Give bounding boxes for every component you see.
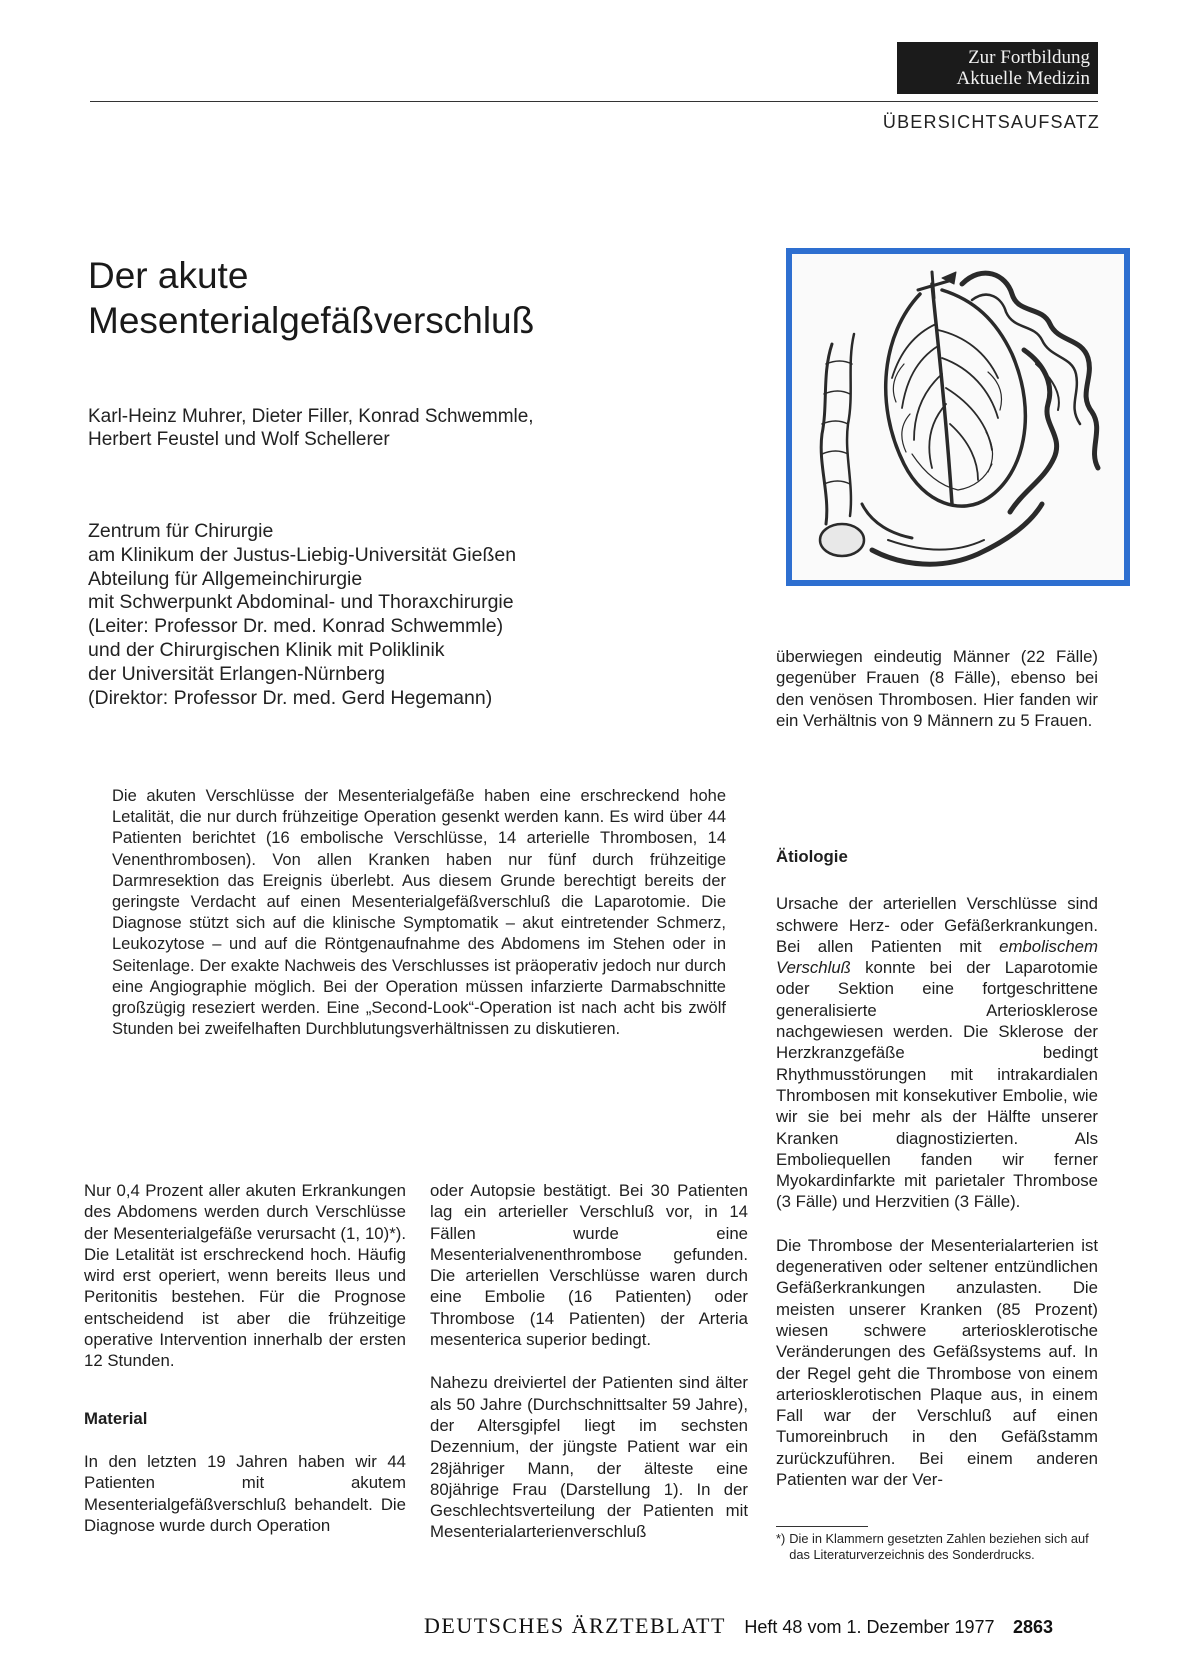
journal-name: DEUTSCHES ÄRZTEBLATT: [424, 1613, 726, 1638]
section-heading-material: Material: [84, 1408, 148, 1428]
text-run: konnte bei der Laparotomie oder Sektion eine fortgeschrittene generalisierte Arteriosklerose nachgewiesen werden. Die Sklerose der Herzkranzgefäße bedingt Rhythmusstörungen mit intrakardialen Thrombosen mit konsekutiver Embolie, wie wir sie bei mehr als der Hälfte unserer Kranken diagnostizierten. Als Emboliequellen fanden wir ferner Myokardinfarkte mit parietaler Thrombose (3 Fälle) und Herzvitien (3 Fälle).: [776, 958, 1098, 1212]
affiliation-line: Abteilung für Allgemeinchirurgie: [88, 567, 363, 590]
issue-info: Heft 48 vom 1. Dezember 1977: [744, 1617, 995, 1637]
cover-illustration: [786, 248, 1130, 586]
body-column-right-top: [776, 646, 1098, 753]
affiliation-line: der Universität Erlangen-Nürnberg: [88, 662, 385, 685]
body-paragraph: [776, 893, 1098, 1212]
title-line-1: Der akute: [88, 255, 249, 296]
body-column-right: [776, 846, 1098, 1512]
text-run: Ursache der arteriellen Verschlüsse sind schwere Herz- oder Gefäßerkrankungen. Bei allen Patienten mit: [776, 894, 1098, 956]
body-paragraph: überwiegen eindeutig Männer (22 Fälle) gegenüber Frauen (8 Fälle), ebenso bei den venösen Thrombosen. Hier fanden wir ein Verhältnis von 9 Männern zu 5 Frauen.: [776, 647, 1098, 730]
badge-line-2: Aktuelle Medizin: [956, 68, 1090, 89]
affiliation-line: mit Schwerpunkt Abdominal- und Thoraxchirurgie: [88, 591, 514, 614]
header-rule: [90, 101, 1098, 102]
body-paragraph: Nahezu dreiviertel der Patienten sind älter als 50 Jahre (Durchschnittsalter 59 Jahre), der Altersgipfel liegt im sechsten Dezennium, der jüngste Patient war ein 28jähriger Mann, der älteste eine 80jährige Frau (Darstellung 1). In der Geschlechtsverteilung der Patienten mit Mesenterialarterienverschluß: [430, 1373, 748, 1542]
article-type-label: ÜBERSICHTSAUFSATZ: [882, 112, 1100, 132]
footnote-marker: *): [776, 1531, 786, 1546]
page-number: 2863: [1013, 1617, 1054, 1637]
affiliation-line: (Direktor: Professor Dr. med. Gerd Hegemann): [88, 686, 493, 709]
author-list: [88, 405, 534, 451]
article-title: [88, 253, 534, 343]
section-heading-aetiologie: Ätiologie: [776, 847, 848, 866]
body-paragraph: oder Autopsie bestätigt. Bei 30 Patienten lag ein arterieller Verschluß vor, in 14 Fällen wurde eine Mesenterialvenenthrombose gefunden. Die arteriellen Verschlüsse waren durch eine Embolie (16 Patienten) oder Thrombose (14 Patienten) der Arteria mesenterica superior bedingt.: [430, 1181, 748, 1350]
badge-line-1: Zur Fortbildung: [968, 47, 1090, 68]
body-paragraph: Die Thrombose der Mesenterialarterien ist degenerativen oder seltener entzündlichen Gefäßerkrankungen anzulasten. Die meisten unserer Kranken (85 Prozent) wiesen schwere arteriosklerotische Veränderungen des Gefäßsystems auf. In der Regel geht die Thrombose von einem arteriosklerotischen Plaque aus, in einem Fall war der Verschluß auf einen Tumoreinbruch in den Gefäßstamm zurückzuführen. Bei einem anderen Patienten war der Ver-: [776, 1235, 1098, 1490]
affiliation-line: Zentrum für Chirurgie: [88, 520, 274, 542]
affiliation-block: [88, 520, 516, 710]
author-line: Karl-Heinz Muhrer, Dieter Filler, Konrad Schwemmle,: [88, 406, 534, 427]
affiliation-line: (Leiter: Professor Dr. med. Konrad Schwemmle): [88, 615, 504, 638]
footnote: [776, 1531, 1098, 1562]
footnote-rule: [776, 1526, 868, 1527]
page-footer: [424, 1613, 1098, 1639]
affiliation-line: und der Chirurgischen Klinik mit Poliklinik: [88, 638, 445, 661]
body-column-left: [84, 1180, 406, 1558]
author-line: Herbert Feustel und Wolf Schellerer: [88, 429, 390, 450]
intestine-mesentery-illustration-icon: [792, 254, 1124, 580]
italic-text-run: embolischem Verschluß: [776, 936, 1098, 978]
section-badge: [897, 42, 1098, 94]
body-column-middle: [430, 1180, 748, 1565]
affiliation-line: am Klinikum der Justus-Liebig-Universität Gießen: [88, 543, 517, 566]
abstract: Die akuten Verschlüsse der Mesenterialgefäße haben eine erschreckend hohe Letalität, die nur durch frühzeitige Operation gesenkt werden kann. Es wird über 44 Patienten berichtet (16 embolische Verschlüsse, 14 arterielle Thrombosen, 14 Venenthrombosen). Von allen Kranken haben nur fünf durch frühzeitige Darmresektion das Ereignis überlebt. Aus diesem Grunde berechtigt bereits der geringste Verdacht auf einen Mesenterialgefäßverschluß die Laparotomie. Die Diagnose stützt sich auf die klinische Symptomatik – akut eintretender Schmerz, Leukozytose – und auf die Röntgenaufnahme des Abdomens im Stehen oder in Seitenlage. Der exakte Nachweis des Verschlusses ist präoperativ jedoch nur durch eine Angiographie möglich. Bei der Operation müssen infarzierte Darmabschnitte großzügig reseziert werden. Eine „Second-Look“-Operation ist nach acht bis zwölf Stunden bei zweifelhaften Durchblutungsverhältnissen zu diskutieren.: [112, 787, 726, 1039]
material-paragraph: In den letzten 19 Jahren haben wir 44 Patienten mit akutem Mesenterialgefäßverschluß behandelt. Die Diagnose wurde durch Operation: [84, 1451, 406, 1535]
footnote-text: Die in Klammern gesetzten Zahlen beziehen sich auf das Literaturverzeichnis des Sonderdrucks.: [789, 1531, 1089, 1562]
title-line-2: Mesenterialgefäßverschluß: [88, 300, 535, 341]
intro-paragraph: Nur 0,4 Prozent aller akuten Erkrankungen des Abdomens werden durch Verschlüsse der Mesenterialgefäße verursacht (1, 10)*). Die Letalität ist erschreckend hoch. Häufig wird erst operiert, wenn bereits Ileus und Peritonitis bestehen. Für die Prognose entscheidend ist aber die frühzeitige operative Intervention innerhalb der ersten 12 Stunden.: [84, 1181, 406, 1371]
